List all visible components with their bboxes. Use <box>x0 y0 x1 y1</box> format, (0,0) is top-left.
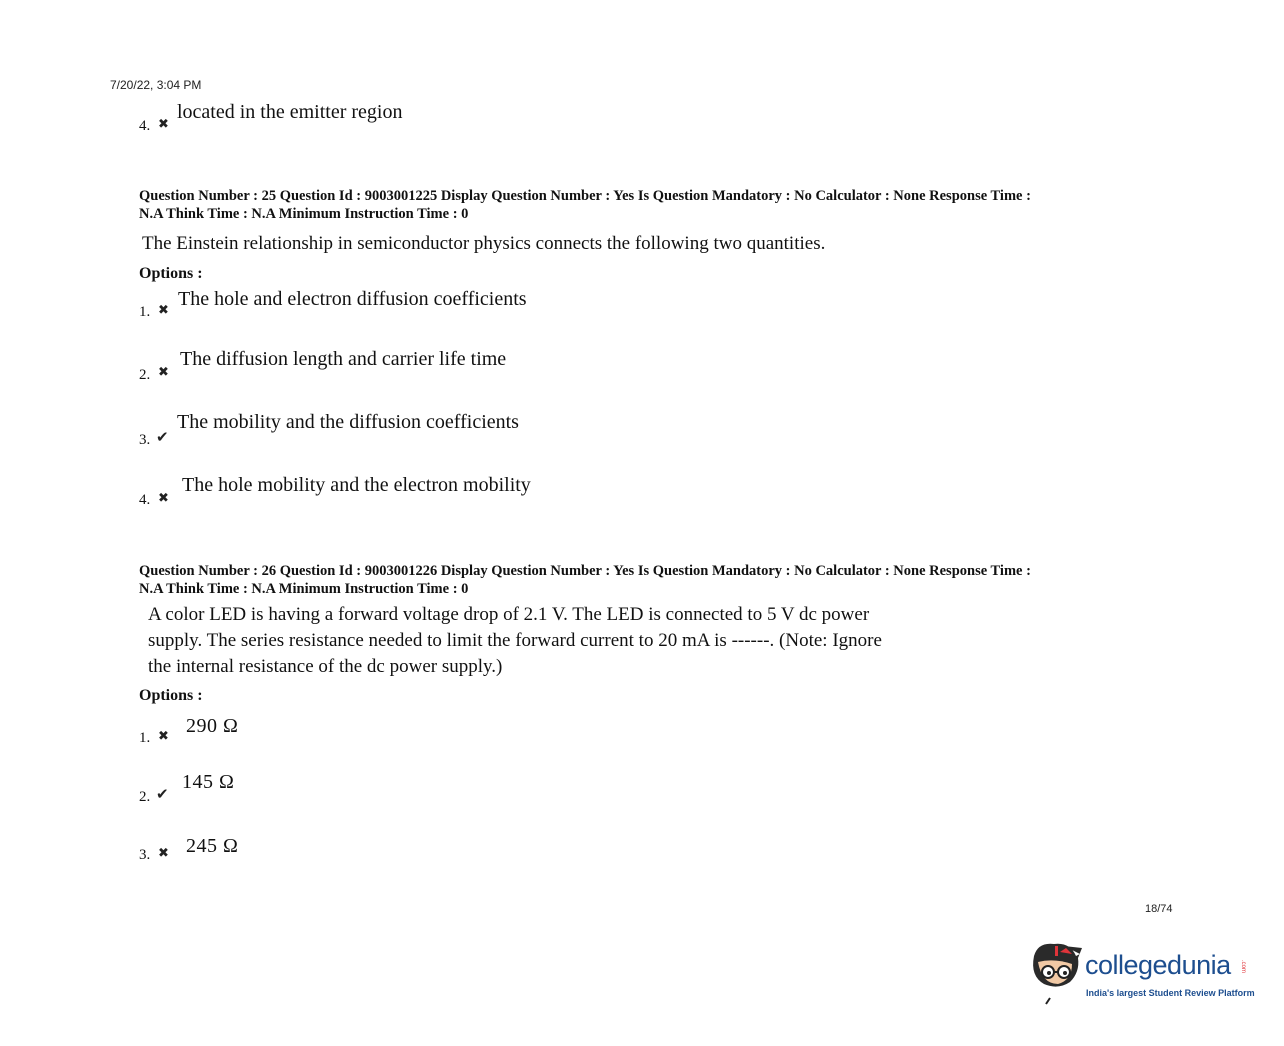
question-text <box>148 602 988 680</box>
question-text-line: supply. The series resistance needed to limit the forward current to 20 mA is ------. (Note: Ignore <box>148 630 882 651</box>
cross-icon: ✖ <box>158 302 169 317</box>
question-text-line: the internal resistance of the dc power supply.) <box>148 656 503 677</box>
option-text: The mobility and the diffusion coefficients <box>177 411 519 433</box>
option-number: 3. <box>139 847 151 863</box>
brand-name: collegedunia <box>1085 950 1231 980</box>
cross-icon: ✖ <box>158 116 169 131</box>
mascot-logo-icon <box>1024 938 1086 1008</box>
brand-tld: .com <box>1240 960 1246 974</box>
option-text: The hole and electron diffusion coefficients <box>178 288 527 310</box>
option-number: 4. <box>139 492 151 508</box>
cross-icon: ✖ <box>158 364 169 379</box>
question-meta-line: N.A Think Time : N.A Minimum Instruction Time : 0 <box>139 581 469 597</box>
question-meta-line: Question Number : 25 Question Id : 9003001225 Display Question Number : Yes Is Question Mandatory : No Calculator : None Response Time : <box>139 188 1031 204</box>
cross-icon: ✖ <box>158 728 169 743</box>
question-text-line: A color LED is having a forward voltage drop of 2.1 V. The LED is connected to 5 V dc power <box>148 604 870 625</box>
option-number: 2. <box>139 367 151 383</box>
option-number: 1. <box>139 304 151 320</box>
option-text: 145 Ω <box>182 771 235 793</box>
page-number: 18/74 <box>1145 903 1173 915</box>
cross-icon: ✖ <box>158 490 169 505</box>
print-timestamp: 7/20/22, 3:04 PM <box>110 78 202 92</box>
option-text: 245 Ω <box>186 835 239 857</box>
option-number: 2. <box>139 789 151 805</box>
question-meta <box>139 562 1169 598</box>
option-text: The diffusion length and carrier life time <box>180 348 507 370</box>
brand-tagline: India's largest Student Review Platform <box>1086 988 1255 998</box>
option-text: located in the emitter region <box>177 101 403 123</box>
option-number: 1. <box>139 730 151 746</box>
question-meta <box>139 187 1169 223</box>
cross-icon: ✖ <box>158 845 169 860</box>
options-label: Options : <box>139 687 203 704</box>
question-meta-line: N.A Think Time : N.A Minimum Instruction Time : 0 <box>139 206 469 222</box>
check-icon: ✔ <box>156 430 169 446</box>
options-label: Options : <box>139 265 203 282</box>
check-icon: ✔ <box>156 787 169 803</box>
option-text: 290 Ω <box>186 715 239 737</box>
question-text: The Einstein relationship in semiconductor physics connects the following two quantities. <box>142 233 826 254</box>
option-number: 3. <box>139 432 151 448</box>
option-number: 4. <box>139 118 151 134</box>
option-text: The hole mobility and the electron mobility <box>182 474 531 496</box>
question-meta-line: Question Number : 26 Question Id : 9003001226 Display Question Number : Yes Is Question Mandatory : No Calculator : None Response Time : <box>139 563 1031 579</box>
